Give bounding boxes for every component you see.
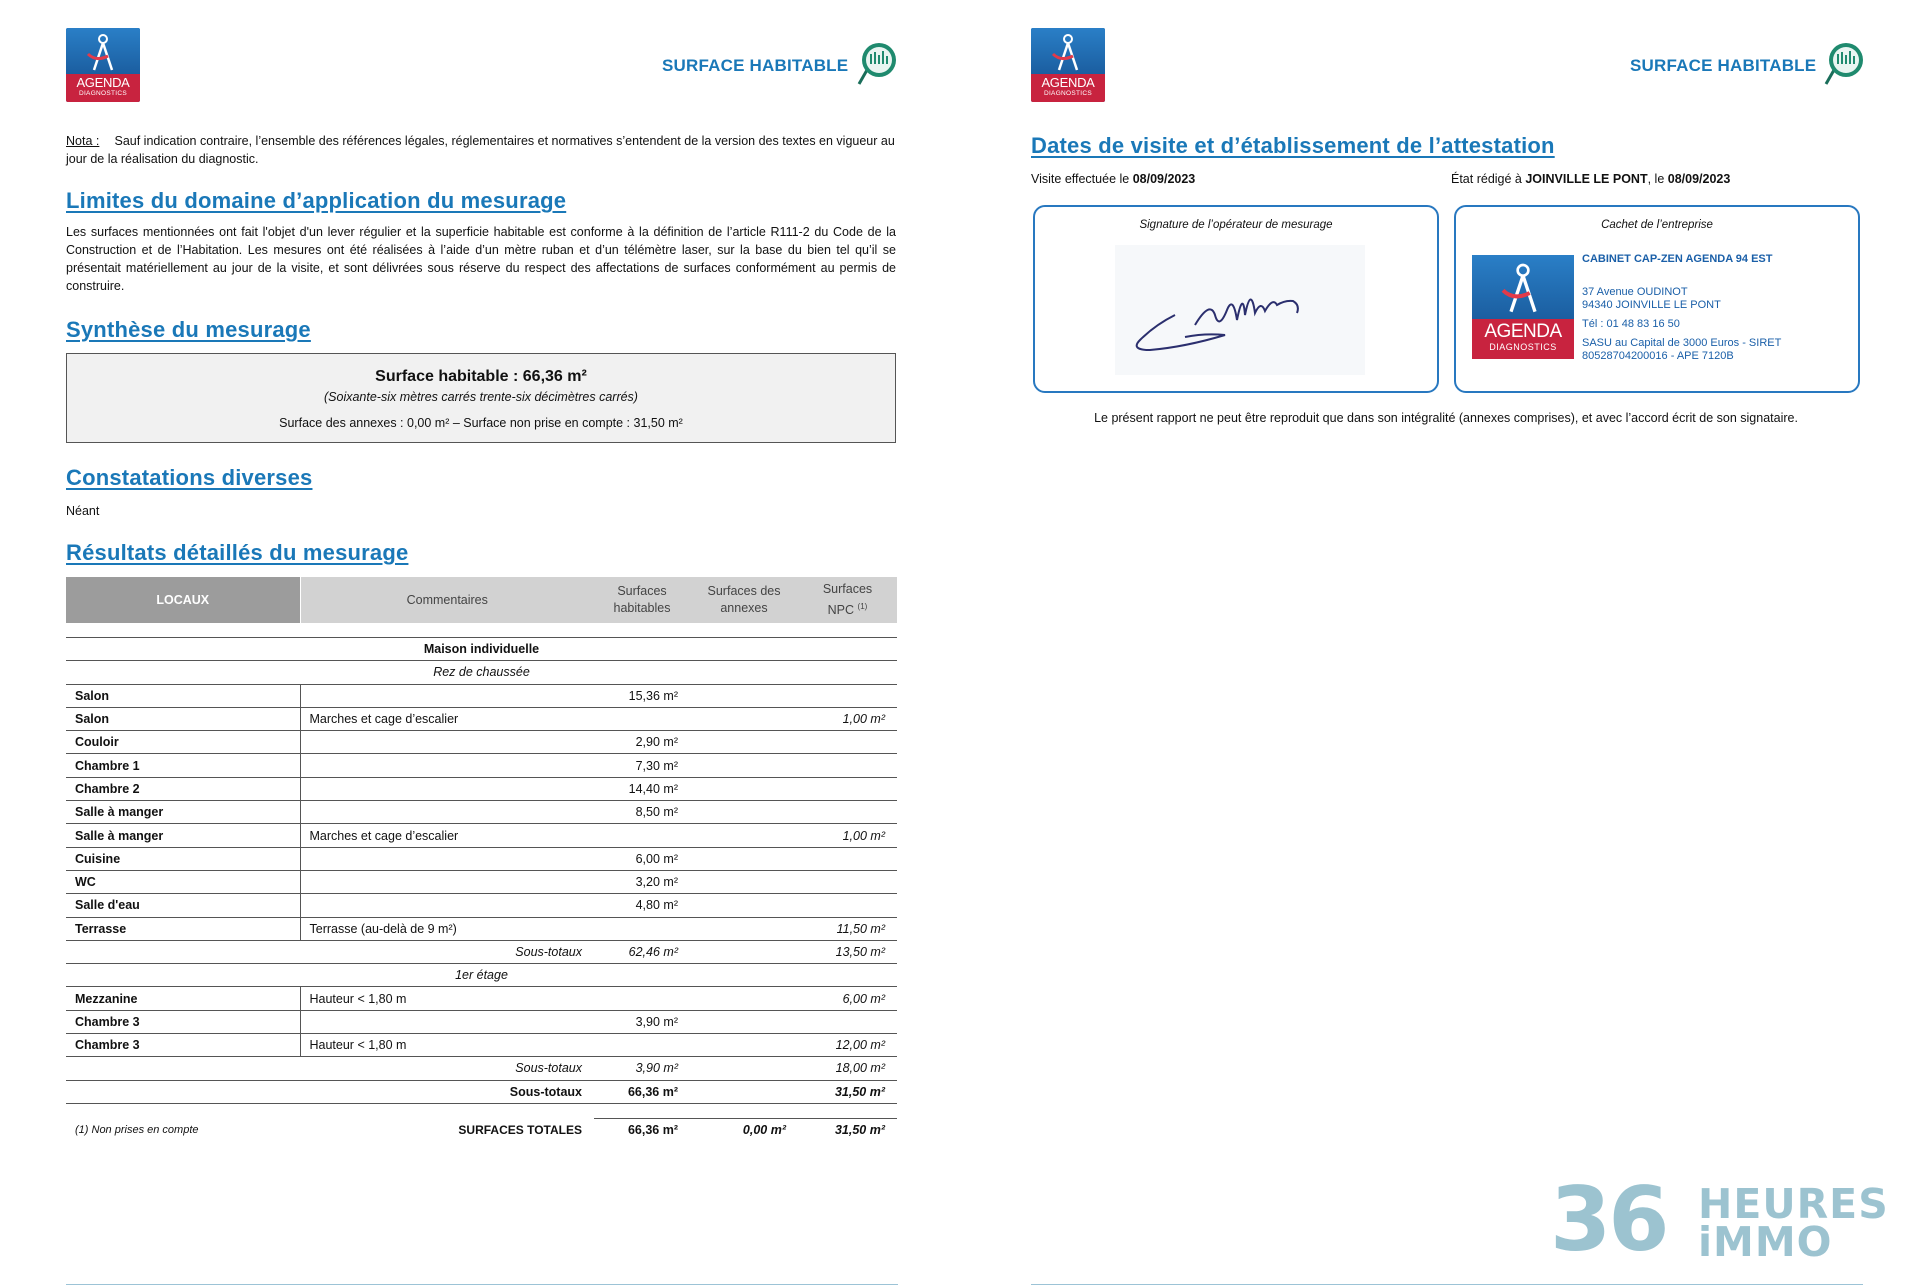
table-row xyxy=(66,987,897,1010)
table-row xyxy=(66,824,897,847)
cell-ann xyxy=(690,1010,798,1033)
cell-npc xyxy=(798,731,897,754)
stamp-logo-line1: AGENDA xyxy=(1484,321,1562,342)
cell-hab xyxy=(594,707,690,730)
footnote: (1) Non prises en compte xyxy=(75,1123,199,1136)
level-row xyxy=(66,661,897,684)
visit-line xyxy=(1031,170,1195,188)
cell-hab: 8,50 m² xyxy=(594,801,690,824)
cell-hab xyxy=(594,824,690,847)
col-commentaires: Commentaires xyxy=(300,577,594,623)
cell-comment xyxy=(300,894,594,917)
cell-hab: 3,90 m² xyxy=(594,1010,690,1033)
table-row xyxy=(66,777,897,800)
section-resultats-title: Résultats détaillés du mesurage xyxy=(66,540,409,565)
section-limites-text: Les surfaces mentionnées ont fait l'objet d'un lever régulier et la superficie habitable est conforme à la définition de l’article R111-2 du Code de la Construction et de l’Habitation. Les mesures ont été réalisées à l’aide d’un mètre ruban et d’un télémètre laser, sur la base du bien tel qu’il se présentait matériellement au jour de la visite, et sont délivrées sous réserve du respect des affectations de surfaces conformément au permis de construire. xyxy=(66,225,896,293)
logo-line1: AGENDA xyxy=(1041,75,1095,90)
state-line xyxy=(1451,170,1730,188)
section-constatations-text: Néant xyxy=(66,504,100,518)
cell-empty xyxy=(66,1057,300,1080)
col-hab-line2: habitables xyxy=(613,601,671,615)
cell-npc xyxy=(798,870,897,893)
right-page xyxy=(965,0,1865,1281)
col-locaux: LOCAUX xyxy=(66,577,300,623)
section-synthese-title: Synthèse du mesurage xyxy=(66,317,311,342)
cell-local: Salon xyxy=(66,684,300,707)
surface-pin-icon xyxy=(1818,40,1864,90)
cell-hab: 2,90 m² xyxy=(594,731,690,754)
compass-icon xyxy=(82,32,124,74)
cell-hab: 3,20 m² xyxy=(594,870,690,893)
watermark-number: 36 xyxy=(1550,1168,1667,1271)
cell-ann xyxy=(690,777,798,800)
cell-npc xyxy=(798,894,897,917)
cell-comment xyxy=(300,870,594,893)
level1-label: Rez de chaussée xyxy=(66,661,897,684)
signature-box xyxy=(1033,205,1439,393)
section-constatations-title: Constatations diverses xyxy=(66,465,313,490)
cell-local: Chambre 3 xyxy=(66,1034,300,1057)
table-row xyxy=(66,684,897,707)
company-legal2: 80528704200016 - APE 7120B xyxy=(1582,350,1734,362)
cell-comment: Terrasse (au-delà de 9 m²) xyxy=(300,917,594,940)
visit-label: Visite effectuée le xyxy=(1031,172,1133,186)
agenda-logo xyxy=(66,28,140,102)
cell-npc xyxy=(798,847,897,870)
subtotal-hab: 62,46 m² xyxy=(594,940,690,963)
synthese-main: Surface habitable : 66,36 m² xyxy=(375,368,587,385)
synthese-sub: Surface des annexes : 0,00 m² – Surface non prise en compte : 31,50 m² xyxy=(279,416,683,430)
cell-local: Chambre 1 xyxy=(66,754,300,777)
cell-ann xyxy=(690,1034,798,1057)
totals-label: SURFACES TOTALES xyxy=(458,1122,582,1137)
cell-local: Terrasse xyxy=(66,917,300,940)
cell-comment xyxy=(300,1010,594,1033)
cell-comment xyxy=(300,847,594,870)
cell-local: Salon xyxy=(66,707,300,730)
table-row xyxy=(66,731,897,754)
company-tel: Tél : 01 48 83 16 50 xyxy=(1582,318,1680,330)
stamp-caption: Cachet de l’entreprise xyxy=(1601,219,1713,231)
watermark-word2: iMMO xyxy=(1698,1218,1833,1266)
36heures-immo-watermark xyxy=(1550,1168,1910,1271)
disclaimer: Le présent rapport ne peut être reproduit que dans son intégralité (annexes comprises), et avec l’accord écrit de son signataire. xyxy=(1094,411,1798,425)
subtotal-hab: 3,90 m² xyxy=(594,1057,690,1080)
cell-comment: Hauteur < 1,80 m xyxy=(300,1034,594,1057)
synthese-box xyxy=(66,353,896,443)
cell-npc: 1,00 m² xyxy=(798,824,897,847)
cell-hab: 6,00 m² xyxy=(594,847,690,870)
cell-npc: 6,00 m² xyxy=(798,987,897,1010)
cell-local: Salle d'eau xyxy=(66,894,300,917)
left-page xyxy=(0,0,900,1281)
group-label: Maison individuelle xyxy=(66,638,897,661)
col-ann-line2: annexes xyxy=(720,601,768,615)
cell-npc xyxy=(798,684,897,707)
section-limites-title: Limites du domaine d’application du mesurage xyxy=(66,188,567,213)
spacer-row xyxy=(66,623,897,638)
cell-local: Chambre 2 xyxy=(66,777,300,800)
subtotal-npc: 18,00 m² xyxy=(798,1057,897,1080)
subtotal-ann xyxy=(690,940,798,963)
cell-ann xyxy=(690,801,798,824)
table-row xyxy=(66,870,897,893)
section-dates-title: Dates de visite et d’établissement de l’attestation xyxy=(1031,133,1555,158)
cell-npc xyxy=(798,801,897,824)
cell-hab: 15,36 m² xyxy=(594,684,690,707)
cell-npc: 11,50 m² xyxy=(798,917,897,940)
level-label: 1er étage xyxy=(66,964,897,987)
cell-local: WC xyxy=(66,870,300,893)
subtotal-ann xyxy=(690,1080,798,1103)
visit-date: 08/09/2023 xyxy=(1132,172,1196,186)
compass-icon xyxy=(1047,32,1089,74)
cell-ann xyxy=(690,684,798,707)
cell-comment xyxy=(300,777,594,800)
cell-comment: Marches et cage d’escalier xyxy=(300,707,594,730)
col-npc-line1: Surfaces xyxy=(822,581,873,596)
col-surfaces-npc xyxy=(798,577,897,623)
col-ann-line1: Surfaces des xyxy=(707,584,781,598)
cell-hab xyxy=(594,987,690,1010)
stamp-logo-line2: DIAGNOSTICS xyxy=(1489,342,1557,352)
compass-icon xyxy=(1495,261,1551,317)
table-row xyxy=(66,1010,897,1033)
state-city: JOINVILLE LE PONT xyxy=(1525,172,1648,186)
cell-comment xyxy=(300,684,594,707)
stamp-box xyxy=(1454,205,1860,393)
totals-row xyxy=(66,1118,897,1141)
col-surfaces-annexes xyxy=(690,577,798,623)
totals-npc: 31,50 m² xyxy=(798,1118,897,1141)
cell-comment: Marches et cage d’escalier xyxy=(300,824,594,847)
subtotal-hab: 66,36 m² xyxy=(594,1080,690,1103)
cell-comment xyxy=(300,731,594,754)
state-date: 08/09/2023 xyxy=(1667,172,1731,186)
table-row xyxy=(66,801,897,824)
results-table xyxy=(66,577,897,1141)
subtotal-row xyxy=(66,940,897,963)
table-row xyxy=(66,1034,897,1057)
logo-line2: DIAGNOSTICS xyxy=(78,90,128,97)
cell-local: Salle à manger xyxy=(66,801,300,824)
subtotal-npc: 31,50 m² xyxy=(798,1080,897,1103)
cell-comment xyxy=(300,754,594,777)
company-name: CABINET CAP-ZEN AGENDA 94 EST xyxy=(1582,253,1773,265)
subtotal-label: Sous-totaux xyxy=(300,1080,594,1103)
cell-npc xyxy=(798,777,897,800)
cell-ann xyxy=(690,847,798,870)
cell-npc: 1,00 m² xyxy=(798,707,897,730)
subtotal-row xyxy=(66,1080,897,1103)
state-label: État rédigé à xyxy=(1451,172,1526,186)
synthese-words: (Soixante-six mètres carrés trente-six décimètres carrés) xyxy=(324,390,638,404)
cell-local: Chambre 3 xyxy=(66,1010,300,1033)
totals-ann: 0,00 m² xyxy=(690,1118,798,1141)
subtotal-row xyxy=(66,1057,897,1080)
header-title: SURFACE HABITABLE xyxy=(662,56,849,75)
logo-line1: AGENDA xyxy=(76,75,130,90)
cell-ann xyxy=(690,987,798,1010)
watermark-word1: HEURES xyxy=(1698,1180,1889,1228)
table-row xyxy=(66,847,897,870)
subtotal-label: Sous-totaux xyxy=(300,940,594,963)
cell-ann xyxy=(690,917,798,940)
subtotal-npc: 13,50 m² xyxy=(798,940,897,963)
cell-npc: 12,00 m² xyxy=(798,1034,897,1057)
nota-text: Sauf indication contraire, l’ensemble des références légales, réglementaires et normatives s’entendent de la version des textes en vigueur au jour de la réalisation du diagnostic. xyxy=(66,134,895,166)
results-header-row xyxy=(66,577,897,623)
cell-ann xyxy=(690,894,798,917)
totals-hab: 66,36 m² xyxy=(594,1118,690,1141)
col-surfaces-habitables xyxy=(594,577,690,623)
company-addr1: 37 Avenue OUDINOT xyxy=(1582,286,1688,298)
group-row xyxy=(66,638,897,661)
cell-local: Salle à manger xyxy=(66,824,300,847)
table-row xyxy=(66,707,897,730)
cell-local: Mezzanine xyxy=(66,987,300,1010)
cell-ann xyxy=(690,707,798,730)
header-title: SURFACE HABITABLE xyxy=(1630,56,1817,75)
company-addr2: 94340 JOINVILLE LE PONT xyxy=(1582,299,1721,311)
cell-npc xyxy=(798,1010,897,1033)
cell-local: Couloir xyxy=(66,731,300,754)
subtotal-label: Sous-totaux xyxy=(300,1057,594,1080)
cell-hab: 14,40 m² xyxy=(594,777,690,800)
cell-comment: Hauteur < 1,80 m xyxy=(300,987,594,1010)
agenda-logo xyxy=(1031,28,1105,102)
col-npc-line2: NPC xyxy=(827,603,855,618)
level-row xyxy=(66,964,897,987)
operator-signature xyxy=(1115,245,1365,375)
col-npc-footnote-ref: (1) xyxy=(857,601,868,611)
company-legal1: SASU au Capital de 3000 Euros - SIRET xyxy=(1582,337,1782,349)
surface-pin-icon xyxy=(851,40,897,90)
table-row xyxy=(66,894,897,917)
state-mid: , le xyxy=(1647,172,1668,186)
nota xyxy=(66,132,896,168)
table-row xyxy=(66,917,897,940)
cell-local: Cuisine xyxy=(66,847,300,870)
signature-caption: Signature de l’opérateur de mesurage xyxy=(1139,219,1333,231)
cell-comment xyxy=(300,801,594,824)
subtotal-ann xyxy=(690,1057,798,1080)
cell-ann xyxy=(690,731,798,754)
cell-npc xyxy=(798,754,897,777)
cell-empty xyxy=(66,1080,300,1103)
cell-hab xyxy=(594,917,690,940)
cell-hab xyxy=(594,1034,690,1057)
cell-ann xyxy=(690,754,798,777)
cell-ann xyxy=(690,870,798,893)
cell-hab: 4,80 m² xyxy=(594,894,690,917)
cell-empty xyxy=(66,940,300,963)
cell-ann xyxy=(690,824,798,847)
results-body xyxy=(66,623,897,1141)
cell-hab: 7,30 m² xyxy=(594,754,690,777)
nota-label: Nota : xyxy=(66,134,100,148)
col-hab-line1: Surfaces xyxy=(617,584,667,598)
table-row xyxy=(66,754,897,777)
spacer-row xyxy=(66,1103,897,1118)
stamp-logo xyxy=(1472,255,1574,359)
logo-line2: DIAGNOSTICS xyxy=(1043,90,1093,97)
